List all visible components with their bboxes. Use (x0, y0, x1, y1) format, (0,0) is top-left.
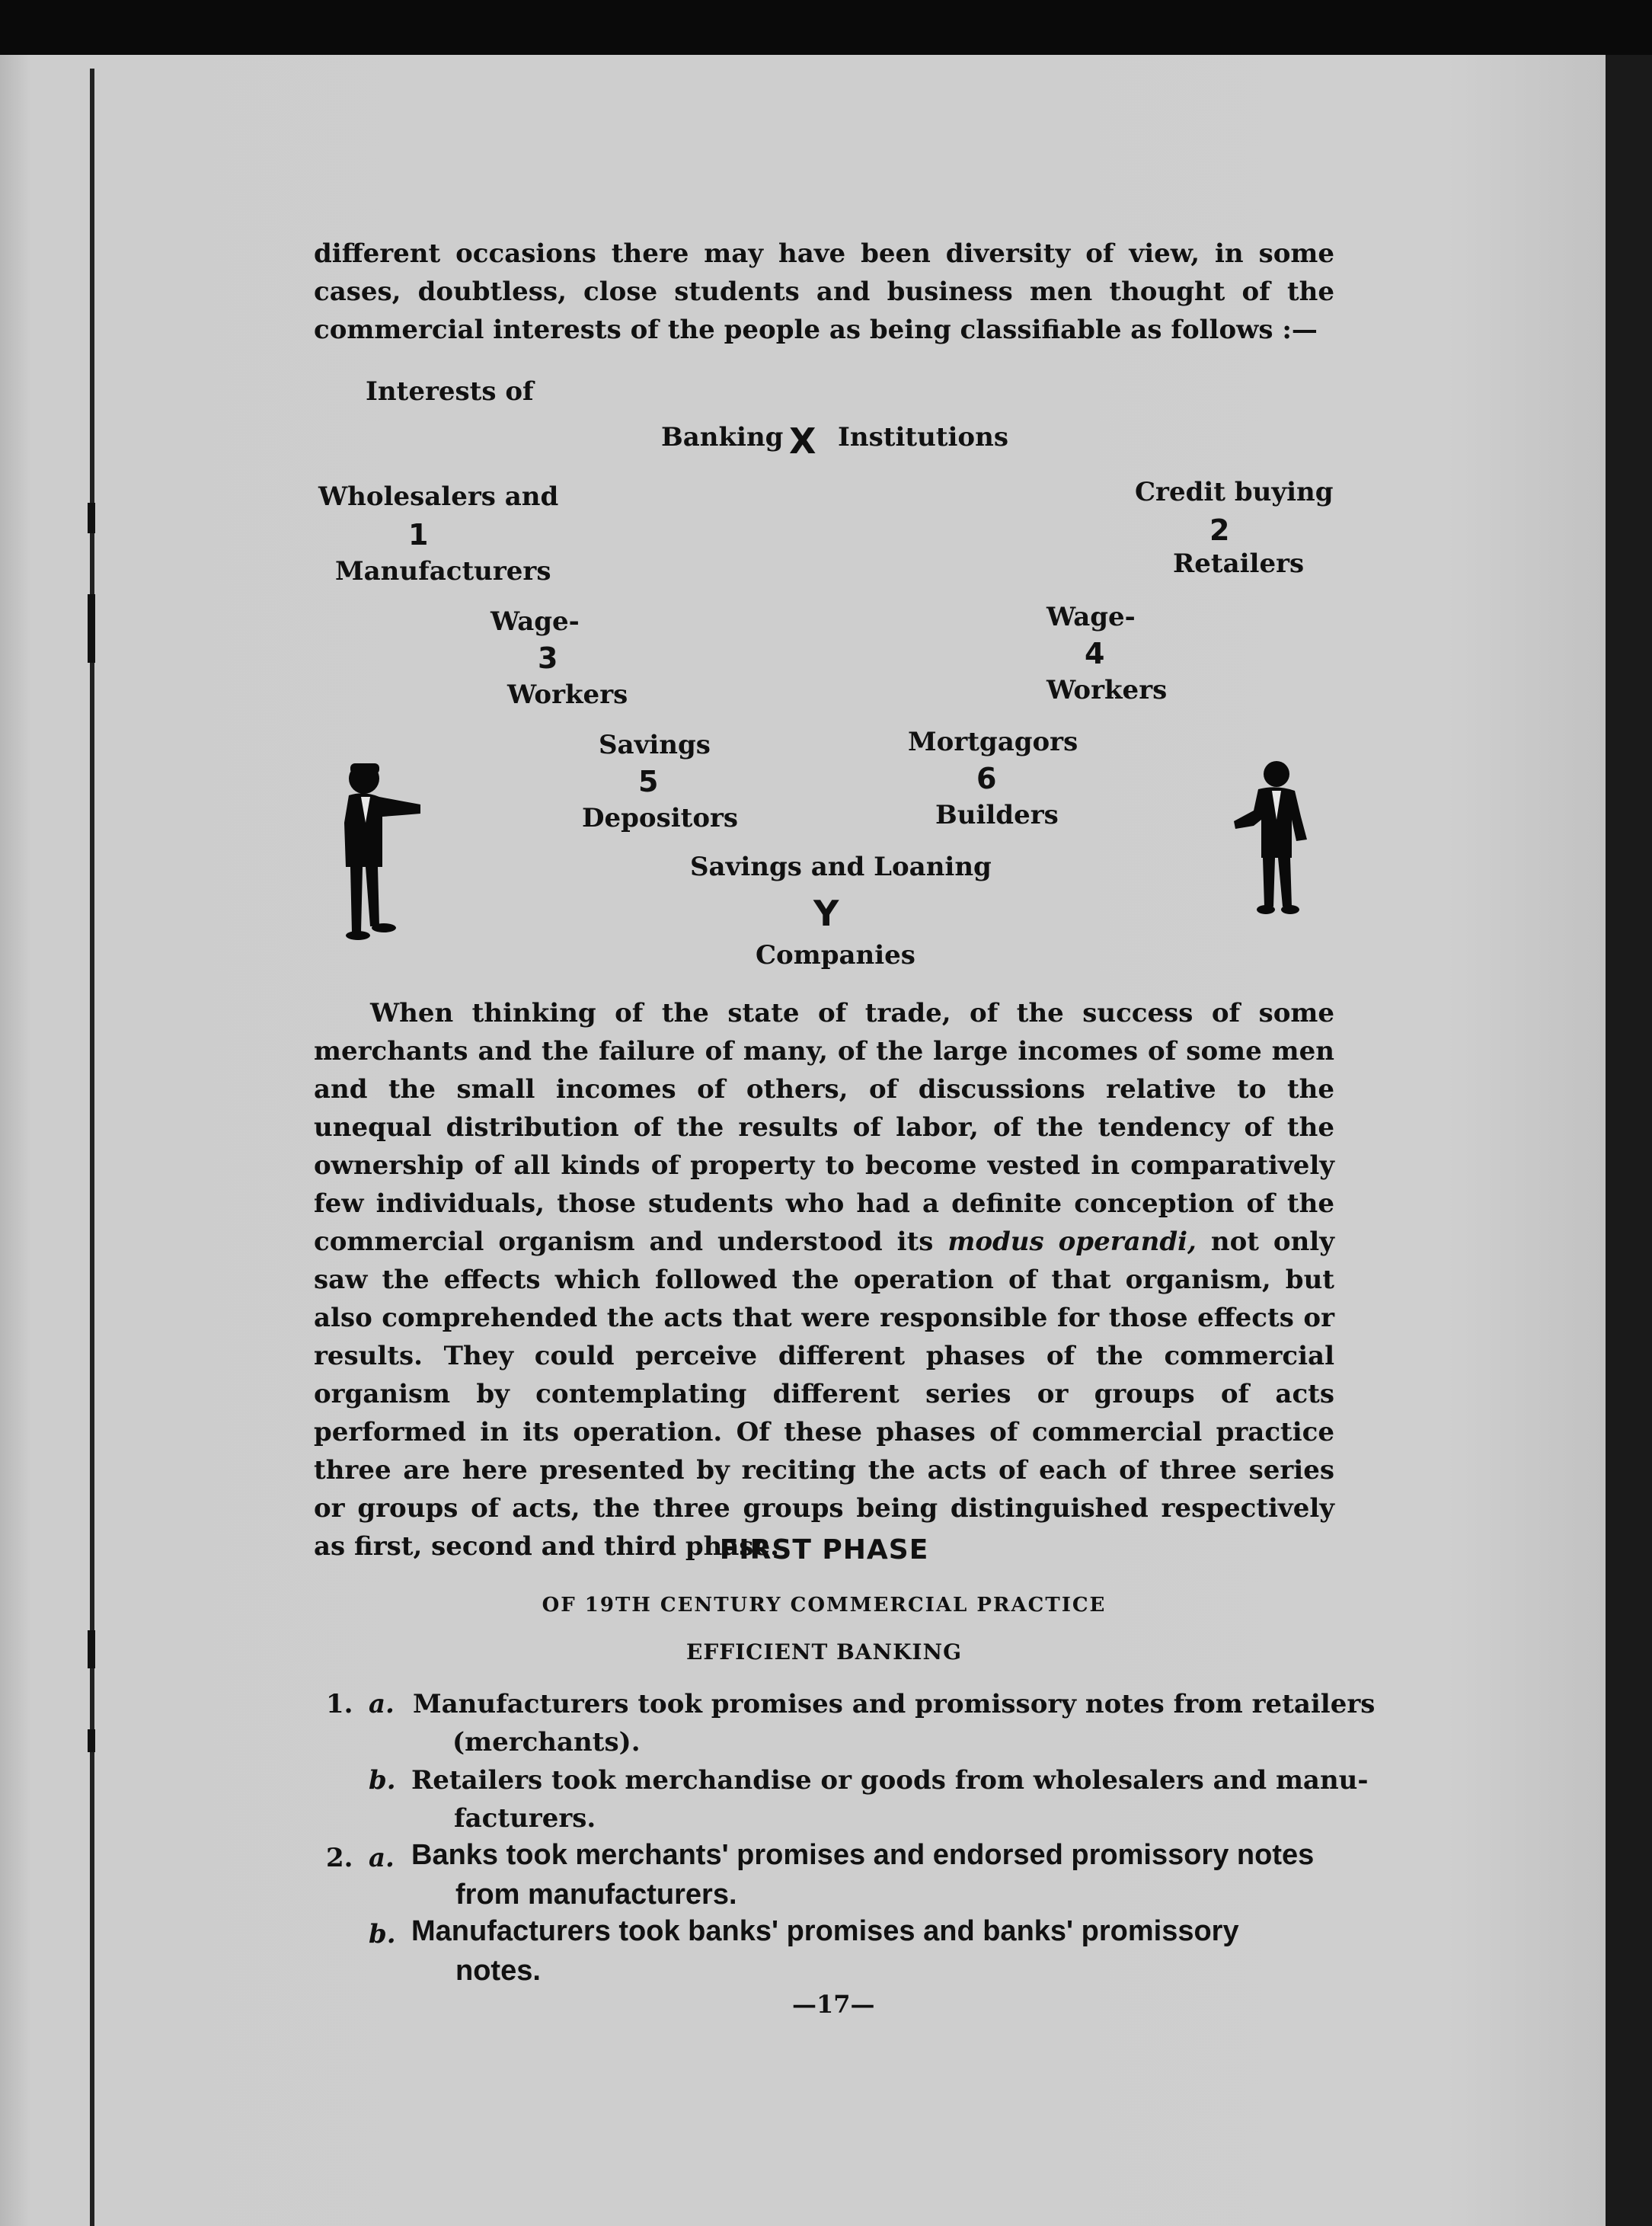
group6-top: Mortgagors (908, 727, 1078, 757)
item-2b-line1: Manufacturers took banks' promises and banks' promissory (411, 1915, 1239, 1947)
fold-mark (88, 1729, 95, 1752)
group1-bottom: Manufacturers (335, 556, 551, 587)
item-1-number: 1. (326, 1689, 353, 1719)
group5-bottom: Depositors (582, 803, 739, 833)
item-1a-line2: (merchants). (452, 1727, 641, 1757)
item-2a-line2: from manufacturers. (455, 1879, 737, 1911)
paragraph-text-2: not only saw the effects which followed the operation of that organism, but also comprehended the acts that were responsible for those effects or results. They could perceive different phases of the commercial organism by contemplating different series or groups of acts performed in its operation. Of these phases of commercial practice three are here presented by reciting the acts of each of three series or groups of acts, the three groups being distinguished respectively as first, second and third phase. (314, 1227, 1334, 1562)
fold-mark (88, 503, 95, 533)
page-number: —17— (792, 1990, 875, 2019)
body-paragraph (314, 994, 1334, 1566)
diagram-banking: Banking (661, 422, 784, 453)
paragraph-text-1: When thinking of the state of trade, of the success of some merchants and the failure of many, of the large incomes of some men and the small incomes of others, of discussions relative to the unequal distribution of the results of labor, of the tendency of the ownership of all kinds of property to become vested in comparatively few individuals, those students who had a definite conception of the commercial organism and understood its (314, 998, 1334, 1257)
page-edge-shadow (1606, 55, 1652, 2226)
diagram-y-mark: Y (813, 893, 839, 934)
group6-bottom: Builders (935, 800, 1059, 830)
group2-number: 2 (1209, 513, 1230, 547)
item-2b-label: b. (369, 1919, 396, 1949)
man-silhouette-right-icon (1228, 759, 1312, 916)
group1-number: 1 (408, 518, 429, 552)
man-silhouette-left-icon (335, 762, 427, 942)
item-1a-line1: Manufacturers took promises and promissory notes from retailers (413, 1689, 1376, 1719)
group5-number: 5 (638, 765, 659, 798)
fold-mark (88, 594, 95, 663)
group4-number: 4 (1085, 637, 1105, 670)
item-1b-label: b. (369, 1765, 396, 1796)
heading-first-phase: FIRST PHASE (719, 1534, 929, 1566)
item-2-number: 2. (326, 1843, 353, 1873)
item-1b-line2: facturers. (454, 1803, 596, 1834)
group6-number: 6 (976, 762, 997, 795)
fold-mark (88, 1630, 95, 1668)
diagram-x-mark: X (789, 421, 816, 462)
group2-bottom: Retailers (1173, 549, 1305, 579)
diagram-interests-of: Interests of (366, 376, 534, 407)
intro-paragraph: different occasions there may have been diversity of view, in some cases, doubtless, close students and business men thought of the commercial interests of the people as being classifiable as follows :— (314, 238, 1334, 345)
item-2a-label: a. (369, 1843, 395, 1873)
group3-top: Wage- (490, 606, 580, 637)
group1-top: Wholesalers and (318, 481, 559, 512)
group4-top: Wage- (1046, 602, 1136, 632)
binding-fold (90, 69, 94, 2226)
group3-bottom: Workers (507, 680, 628, 710)
item-1a-label: a. (369, 1689, 395, 1719)
paragraph-italic: modus operandi, (947, 1227, 1197, 1257)
item-1b-line1: Retailers took merchandise or goods from wholesalers and manu- (411, 1765, 1369, 1796)
heading-efficient-banking: EFFICIENT BANKING (685, 1639, 963, 1665)
group5-top: Savings (599, 730, 711, 760)
diagram-savings-loaning: Savings and Loaning (690, 852, 992, 882)
diagram-institutions: Institutions (838, 422, 1008, 453)
group3-number: 3 (538, 641, 558, 675)
item-2a-line1: Banks took merchants' promises and endorsed promissory notes (411, 1839, 1315, 1871)
diagram-companies: Companies (756, 940, 915, 971)
group4-bottom: Workers (1046, 675, 1168, 705)
group2-top: Credit buying (1135, 477, 1334, 507)
item-2b-line2: notes. (455, 1955, 541, 1987)
heading-subtitle: OF 19TH CENTURY COMMERCIAL PRACTICE (542, 1594, 1107, 1617)
